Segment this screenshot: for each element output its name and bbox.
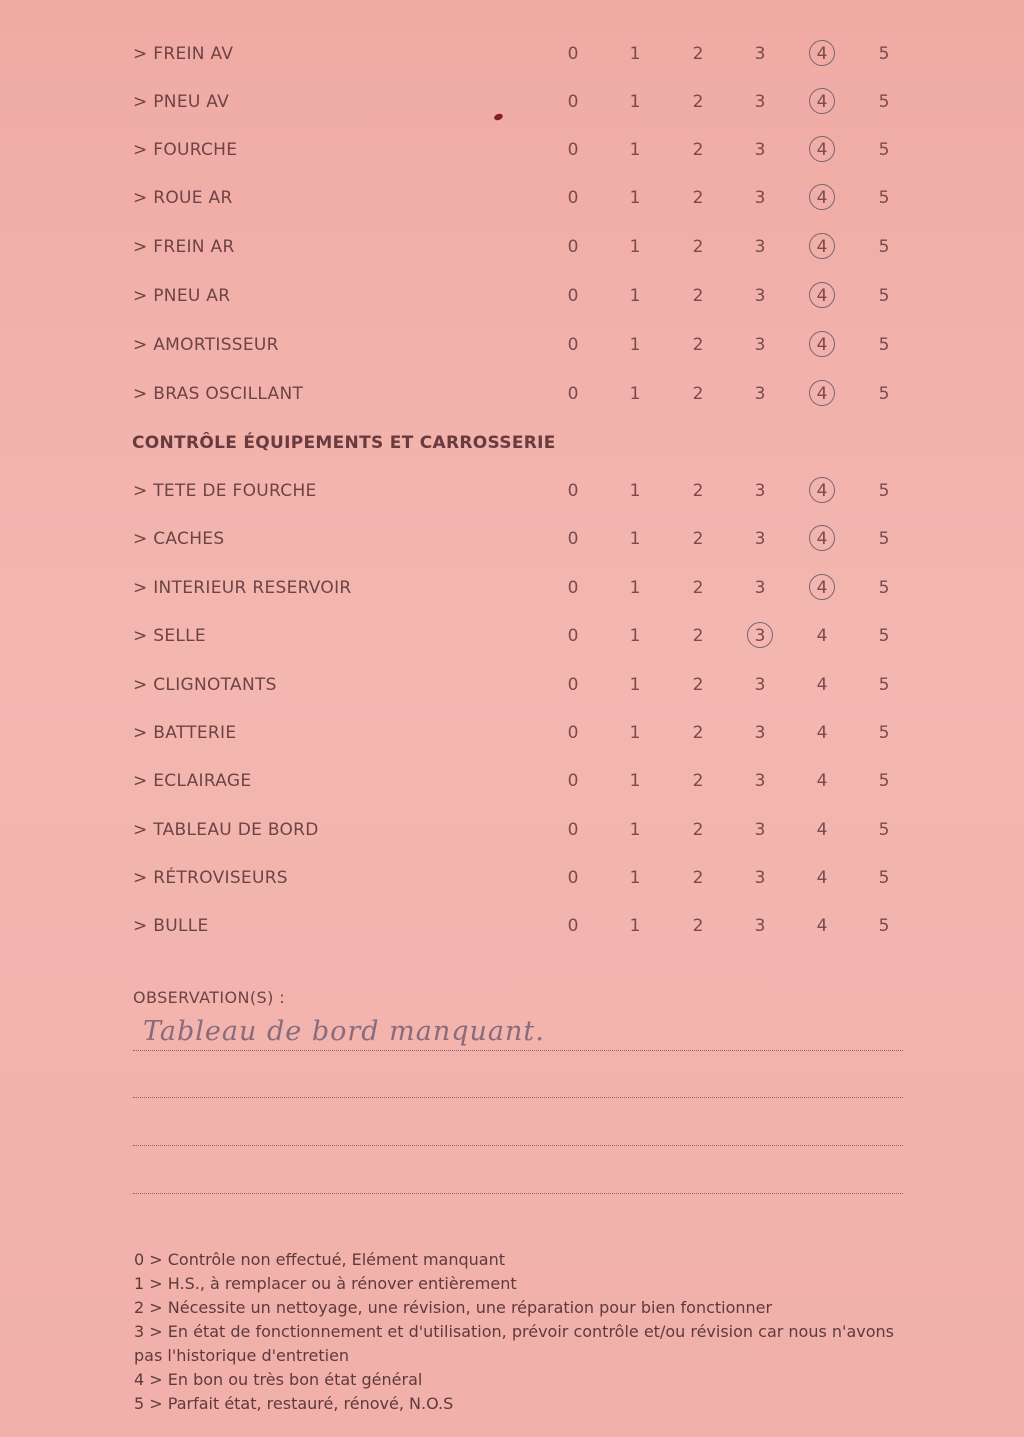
observations-title: OBSERVATION(S) : xyxy=(133,988,285,1007)
inspection-row xyxy=(0,237,1024,267)
score-option: 4 xyxy=(816,723,828,743)
score-option: 1 xyxy=(629,237,641,257)
score-option: 3 xyxy=(754,916,766,936)
score-option: 2 xyxy=(692,481,704,501)
score-option: 0 xyxy=(567,188,579,208)
inspection-row xyxy=(0,771,1024,801)
score-option: 1 xyxy=(629,529,641,549)
score-option: 2 xyxy=(692,578,704,598)
score-option: 3 xyxy=(754,771,766,791)
score-option: 1 xyxy=(629,723,641,743)
score-option: 0 xyxy=(567,286,579,306)
inspection-row xyxy=(0,481,1024,511)
score-option: 5 xyxy=(878,868,890,888)
score-option: 3 xyxy=(754,868,766,888)
score-circled: 4 xyxy=(810,188,834,208)
score-option: 0 xyxy=(567,237,579,257)
row-label: > AMORTISSEUR xyxy=(133,335,279,355)
score-option: 3 xyxy=(754,140,766,160)
score-option: 1 xyxy=(629,771,641,791)
score-option: 1 xyxy=(629,335,641,355)
score-option: 1 xyxy=(629,481,641,501)
score-option: 0 xyxy=(567,335,579,355)
score-option: 4 xyxy=(816,675,828,695)
score-option: 1 xyxy=(629,384,641,404)
score-circled: 4 xyxy=(810,335,834,355)
score-option: 1 xyxy=(629,626,641,646)
inspection-row xyxy=(0,578,1024,608)
score-option: 3 xyxy=(754,820,766,840)
score-option: 0 xyxy=(567,481,579,501)
observation-line xyxy=(133,1145,903,1146)
score-option: 5 xyxy=(878,92,890,112)
score-option: 4 xyxy=(816,916,828,936)
observation-line xyxy=(133,1193,903,1194)
score-option: 0 xyxy=(567,916,579,936)
score-option: 4 xyxy=(816,820,828,840)
observation-line xyxy=(133,1050,903,1051)
score-option: 3 xyxy=(754,237,766,257)
score-option: 3 xyxy=(754,188,766,208)
score-option: 2 xyxy=(692,44,704,64)
score-circled: 4 xyxy=(810,529,834,549)
row-label: > BULLE xyxy=(133,916,209,936)
score-option: 2 xyxy=(692,626,704,646)
score-option: 2 xyxy=(692,384,704,404)
score-option: 5 xyxy=(878,44,890,64)
row-label: > RÉTROVISEURS xyxy=(133,868,288,888)
legend-item: 3 > En état de fonctionnement et d'utilisation, prévoir contrôle et/ou révision car nous n'avons pas l'historique d'entretien xyxy=(134,1322,894,1365)
legend-item: 1 > H.S., à remplacer ou à rénover entièrement xyxy=(134,1274,517,1293)
score-option: 2 xyxy=(692,529,704,549)
row-label: > INTERIEUR RESERVOIR xyxy=(133,578,352,598)
inspection-row xyxy=(0,286,1024,316)
row-label: > TABLEAU DE BORD xyxy=(133,820,319,840)
score-option: 3 xyxy=(754,529,766,549)
score-option: 1 xyxy=(629,44,641,64)
score-option: 2 xyxy=(692,286,704,306)
score-circled: 4 xyxy=(810,237,834,257)
legend-item: 5 > Parfait état, restauré, rénové, N.O.S xyxy=(134,1394,454,1413)
inspection-row xyxy=(0,820,1024,850)
inspection-row xyxy=(0,44,1024,74)
score-option: 5 xyxy=(878,237,890,257)
score-option: 1 xyxy=(629,578,641,598)
legend-item: 2 > Nécessite un nettoyage, une révision, une réparation pour bien fonctionner xyxy=(134,1298,773,1317)
score-option: 2 xyxy=(692,335,704,355)
row-label: > FOURCHE xyxy=(133,140,238,160)
score-option: 0 xyxy=(567,529,579,549)
score-option: 5 xyxy=(878,723,890,743)
score-option: 0 xyxy=(567,140,579,160)
inspection-row xyxy=(0,626,1024,656)
score-circled: 4 xyxy=(810,578,834,598)
inspection-row xyxy=(0,384,1024,414)
score-option: 1 xyxy=(629,916,641,936)
score-option: 5 xyxy=(878,140,890,160)
score-option: 2 xyxy=(692,92,704,112)
score-option: 5 xyxy=(878,578,890,598)
inspection-row xyxy=(0,723,1024,753)
score-option: 5 xyxy=(878,529,890,549)
score-option: 2 xyxy=(692,237,704,257)
score-option: 3 xyxy=(754,44,766,64)
legend-item: 0 > Contrôle non effectué, Elément manquant xyxy=(134,1250,505,1269)
score-option: 3 xyxy=(754,481,766,501)
inspection-row xyxy=(0,335,1024,365)
score-option: 1 xyxy=(629,92,641,112)
score-option: 4 xyxy=(816,771,828,791)
score-circled: 4 xyxy=(810,44,834,64)
score-option: 2 xyxy=(692,820,704,840)
row-label: > ECLAIRAGE xyxy=(133,771,252,791)
row-label: > BATTERIE xyxy=(133,723,237,743)
row-label: > PNEU AR xyxy=(133,286,231,306)
inspection-row xyxy=(0,140,1024,170)
row-label: > FREIN AV xyxy=(133,44,234,64)
score-option: 4 xyxy=(816,626,828,646)
section-title: CONTRÔLE ÉQUIPEMENTS ET CARROSSERIE xyxy=(132,433,556,453)
score-option: 1 xyxy=(629,140,641,160)
score-circled: 4 xyxy=(810,286,834,306)
score-option: 2 xyxy=(692,675,704,695)
score-option: 3 xyxy=(754,335,766,355)
score-option: 5 xyxy=(878,771,890,791)
score-option: 4 xyxy=(816,868,828,888)
score-circled: 3 xyxy=(748,626,772,646)
score-option: 2 xyxy=(692,916,704,936)
score-circled: 4 xyxy=(810,481,834,501)
score-option: 0 xyxy=(567,771,579,791)
score-option: 2 xyxy=(692,771,704,791)
score-option: 5 xyxy=(878,481,890,501)
score-option: 2 xyxy=(692,868,704,888)
inspection-row xyxy=(0,529,1024,559)
score-option: 1 xyxy=(629,820,641,840)
score-option: 1 xyxy=(629,675,641,695)
row-label: > FREIN AR xyxy=(133,237,235,257)
score-option: 0 xyxy=(567,384,579,404)
rating-legend xyxy=(134,1248,894,1416)
score-circled: 4 xyxy=(810,384,834,404)
score-option: 2 xyxy=(692,140,704,160)
score-option: 0 xyxy=(567,820,579,840)
score-option: 0 xyxy=(567,578,579,598)
inspection-row xyxy=(0,868,1024,898)
score-option: 3 xyxy=(754,578,766,598)
inspection-row xyxy=(0,916,1024,946)
score-option: 0 xyxy=(567,44,579,64)
inspection-row xyxy=(0,92,1024,122)
score-option: 0 xyxy=(567,723,579,743)
score-option: 1 xyxy=(629,286,641,306)
score-option: 5 xyxy=(878,335,890,355)
score-option: 5 xyxy=(878,384,890,404)
score-option: 0 xyxy=(567,675,579,695)
row-label: > PNEU AV xyxy=(133,92,230,112)
inspection-row xyxy=(0,675,1024,705)
inspection-row xyxy=(0,188,1024,218)
score-option: 5 xyxy=(878,286,890,306)
handwritten-observation: Tableau de bord manquant. xyxy=(143,1016,545,1047)
score-circled: 4 xyxy=(810,140,834,160)
legend-item: 4 > En bon ou très bon état général xyxy=(134,1370,423,1389)
score-option: 5 xyxy=(878,675,890,695)
score-option: 5 xyxy=(878,916,890,936)
score-option: 0 xyxy=(567,626,579,646)
score-option: 5 xyxy=(878,626,890,646)
score-option: 3 xyxy=(754,92,766,112)
score-option: 3 xyxy=(754,286,766,306)
score-option: 1 xyxy=(629,188,641,208)
score-option: 5 xyxy=(878,188,890,208)
row-label: > TETE DE FOURCHE xyxy=(133,481,317,501)
score-option: 3 xyxy=(754,723,766,743)
score-option: 2 xyxy=(692,723,704,743)
score-option: 2 xyxy=(692,188,704,208)
score-option: 5 xyxy=(878,820,890,840)
row-label: > SELLE xyxy=(133,626,206,646)
score-option: 3 xyxy=(754,675,766,695)
row-label: > CACHES xyxy=(133,529,225,549)
row-label: > CLIGNOTANTS xyxy=(133,675,277,695)
score-option: 1 xyxy=(629,868,641,888)
score-option: 0 xyxy=(567,92,579,112)
score-option: 3 xyxy=(754,384,766,404)
row-label: > BRAS OSCILLANT xyxy=(133,384,304,404)
score-circled: 4 xyxy=(810,92,834,112)
row-label: > ROUE AR xyxy=(133,188,233,208)
observation-line xyxy=(133,1097,903,1098)
score-option: 0 xyxy=(567,868,579,888)
